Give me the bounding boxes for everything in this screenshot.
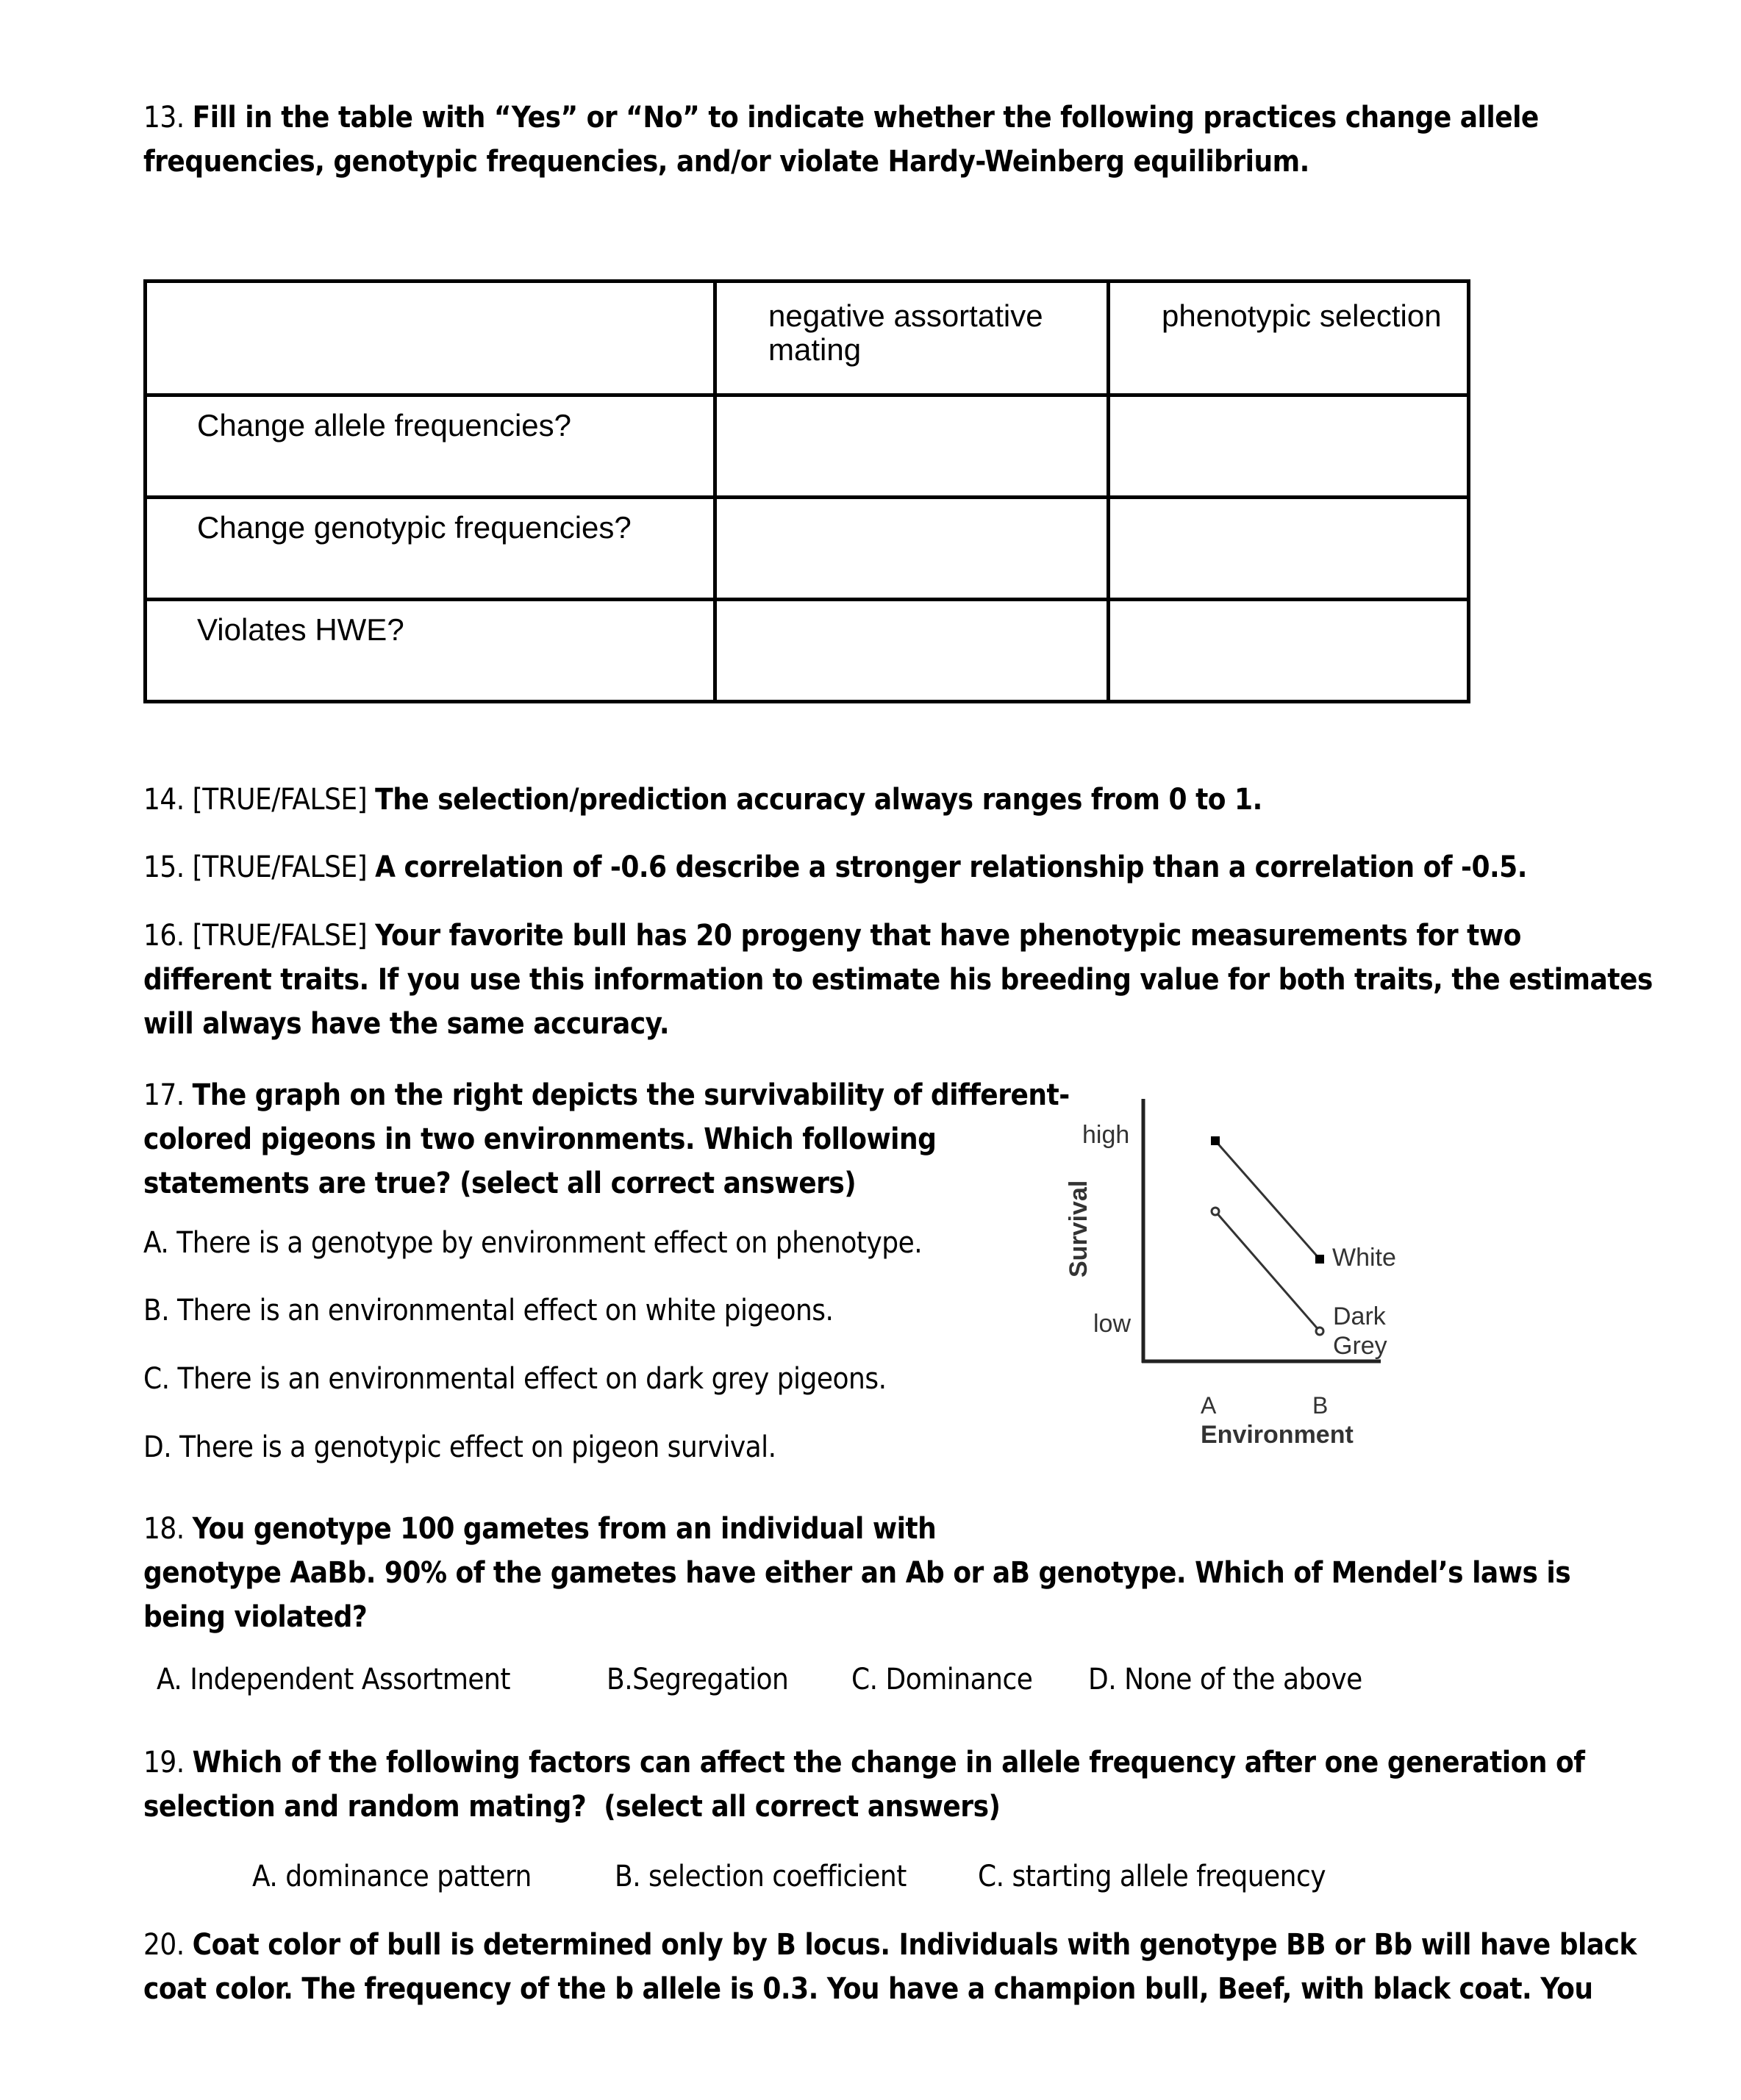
question-17-line-1 <box>143 1073 1070 1117</box>
question-16-line-3: will always have the same accuracy. <box>143 1007 670 1041</box>
table-header-row <box>146 282 1469 395</box>
answer-cell-hwe-phenotypic-selection[interactable] <box>1109 600 1469 702</box>
question-17-line-3: statements are true? (select all correct answers) <box>143 1167 857 1200</box>
answer-cell-allele-negative-assortative[interactable] <box>715 395 1109 498</box>
question-18 <box>143 1507 1570 1639</box>
q19-option-b[interactable]: B. selection coefficient <box>615 1860 907 1893</box>
question-16-line-1 <box>143 914 1653 958</box>
question-18-line-2: genotype AaBb. 90% of the gametes have either an Ab or aB genotype. Which of Mendel’s laws is <box>143 1556 1571 1590</box>
table-header-negative-assortative-mating <box>715 282 1109 395</box>
question-18-line-1 <box>143 1507 1570 1551</box>
grey-series-line <box>1215 1211 1320 1331</box>
true-false-tag: [TRUE/FALSE] <box>192 919 368 953</box>
q18-option-c[interactable]: C. Dominance <box>851 1663 1033 1696</box>
q18-option-d[interactable]: D. None of the above <box>1088 1663 1362 1696</box>
hardy-weinberg-table <box>143 279 1470 703</box>
question-15 <box>143 845 1527 889</box>
q18-option-b[interactable]: B.Segregation <box>607 1663 789 1696</box>
question-text: Your favorite bull has 20 progeny that have phenotypic measurements for two <box>375 919 1521 953</box>
question-number: 18. <box>143 1512 185 1546</box>
table-header-phenotypic-selection: phenotypic selection <box>1109 282 1469 395</box>
question-19-line-2: selection and random mating? (select all correct answers) <box>143 1790 1001 1824</box>
table-row <box>146 498 1469 600</box>
question-17 <box>143 1073 1070 1205</box>
question-number: 19. <box>143 1746 185 1780</box>
white-series-line <box>1215 1141 1320 1259</box>
legend-grey: Grey <box>1333 1332 1387 1360</box>
question-16 <box>143 914 1653 1046</box>
question-17-line-2: colored pigeons in two environments. Which following <box>143 1122 937 1156</box>
question-number: 17. <box>143 1078 185 1112</box>
question-19-line-1 <box>143 1741 1584 1785</box>
question-20-line-2: coat color. The frequency of the b allele is 0.3. You have a champion bull, Beef, with black coat. You <box>143 1972 1593 2006</box>
row-label: Violates HWE? <box>146 600 715 702</box>
x-tick-a: A <box>1201 1392 1217 1419</box>
question-text: You genotype 100 gametes from an individual with <box>192 1512 937 1546</box>
row-label: Change allele frequencies? <box>146 395 715 498</box>
q19-option-c[interactable]: C. starting allele frequency <box>978 1860 1326 1893</box>
white-point-b <box>1315 1255 1324 1264</box>
survival-graph <box>1029 1073 1507 1485</box>
q18-option-a[interactable]: A. Independent Assortment <box>157 1663 510 1696</box>
question-14 <box>143 778 1262 822</box>
answer-cell-hwe-negative-assortative[interactable] <box>715 600 1109 702</box>
question-13 <box>143 96 1539 184</box>
y-axis-label: Survival <box>1065 1180 1093 1277</box>
table-row <box>146 395 1469 498</box>
question-text: Fill in the table with “Yes” or “No” to indicate whether the following practices change allele <box>192 101 1539 135</box>
table-row <box>146 600 1469 702</box>
question-number: 15. <box>143 850 185 884</box>
y-tick-low: low <box>1093 1310 1132 1338</box>
answer-cell-genotypic-phenotypic-selection[interactable] <box>1109 498 1469 600</box>
question-18-line-3: being violated? <box>143 1600 368 1634</box>
legend-white: White <box>1332 1244 1396 1272</box>
question-16-line-2: different traits. If you use this information to estimate his breeding value for both traits, the estimates <box>143 963 1653 997</box>
question-text: The graph on the right depicts the survivability of different- <box>192 1078 1070 1112</box>
question-text: A correlation of -0.6 describe a stronger relationship than a correlation of -0.5. <box>375 850 1527 884</box>
question-13-line-2: frequencies, genotypic frequencies, and/or violate Hardy-Weinberg equilibrium. <box>143 145 1309 179</box>
header-text-line-1: negative assortative <box>768 298 1043 333</box>
row-label: Change genotypic frequencies? <box>146 498 715 600</box>
grey-point-a <box>1212 1208 1219 1215</box>
true-false-tag: [TRUE/FALSE] <box>192 850 368 884</box>
q19-option-a[interactable]: A. dominance pattern <box>252 1860 532 1893</box>
question-number: 14. <box>143 783 185 817</box>
grey-point-b <box>1316 1327 1323 1335</box>
q17-option-b[interactable]: B. There is an environmental effect on white pigeons. <box>143 1294 834 1327</box>
y-tick-high: high <box>1082 1121 1130 1149</box>
question-text: The selection/prediction accuracy always ranges from 0 to 1. <box>375 783 1262 817</box>
question-13-line-1 <box>143 96 1539 140</box>
q17-option-d[interactable]: D. There is a genotypic effect on pigeon survival. <box>143 1430 776 1464</box>
table-header-empty <box>146 282 715 395</box>
white-point-a <box>1211 1136 1220 1145</box>
answer-cell-genotypic-negative-assortative[interactable] <box>715 498 1109 600</box>
x-tick-b: B <box>1312 1392 1329 1419</box>
q17-option-a[interactable]: A. There is a genotype by environment effect on phenotype. <box>143 1226 923 1260</box>
question-number: 13. <box>143 101 185 135</box>
question-19 <box>143 1741 1584 1829</box>
question-text: Which of the following factors can affect the change in allele frequency after one generation of <box>192 1746 1585 1780</box>
true-false-tag: [TRUE/FALSE] <box>192 783 368 817</box>
legend-dark: Dark <box>1333 1302 1386 1330</box>
question-20 <box>143 1923 1637 2011</box>
question-number: 16. <box>143 919 185 953</box>
question-number: 20. <box>143 1928 185 1962</box>
question-text: Coat color of bull is determined only by B locus. Individuals with genotype BB or Bb will have black <box>192 1928 1637 1962</box>
x-axis-label: Environment <box>1201 1421 1354 1449</box>
header-text-line-2: mating <box>768 332 862 367</box>
q17-option-c[interactable]: C. There is an environmental effect on dark grey pigeons. <box>143 1362 887 1396</box>
answer-cell-allele-phenotypic-selection[interactable] <box>1109 395 1469 498</box>
question-20-line-1 <box>143 1923 1637 1967</box>
